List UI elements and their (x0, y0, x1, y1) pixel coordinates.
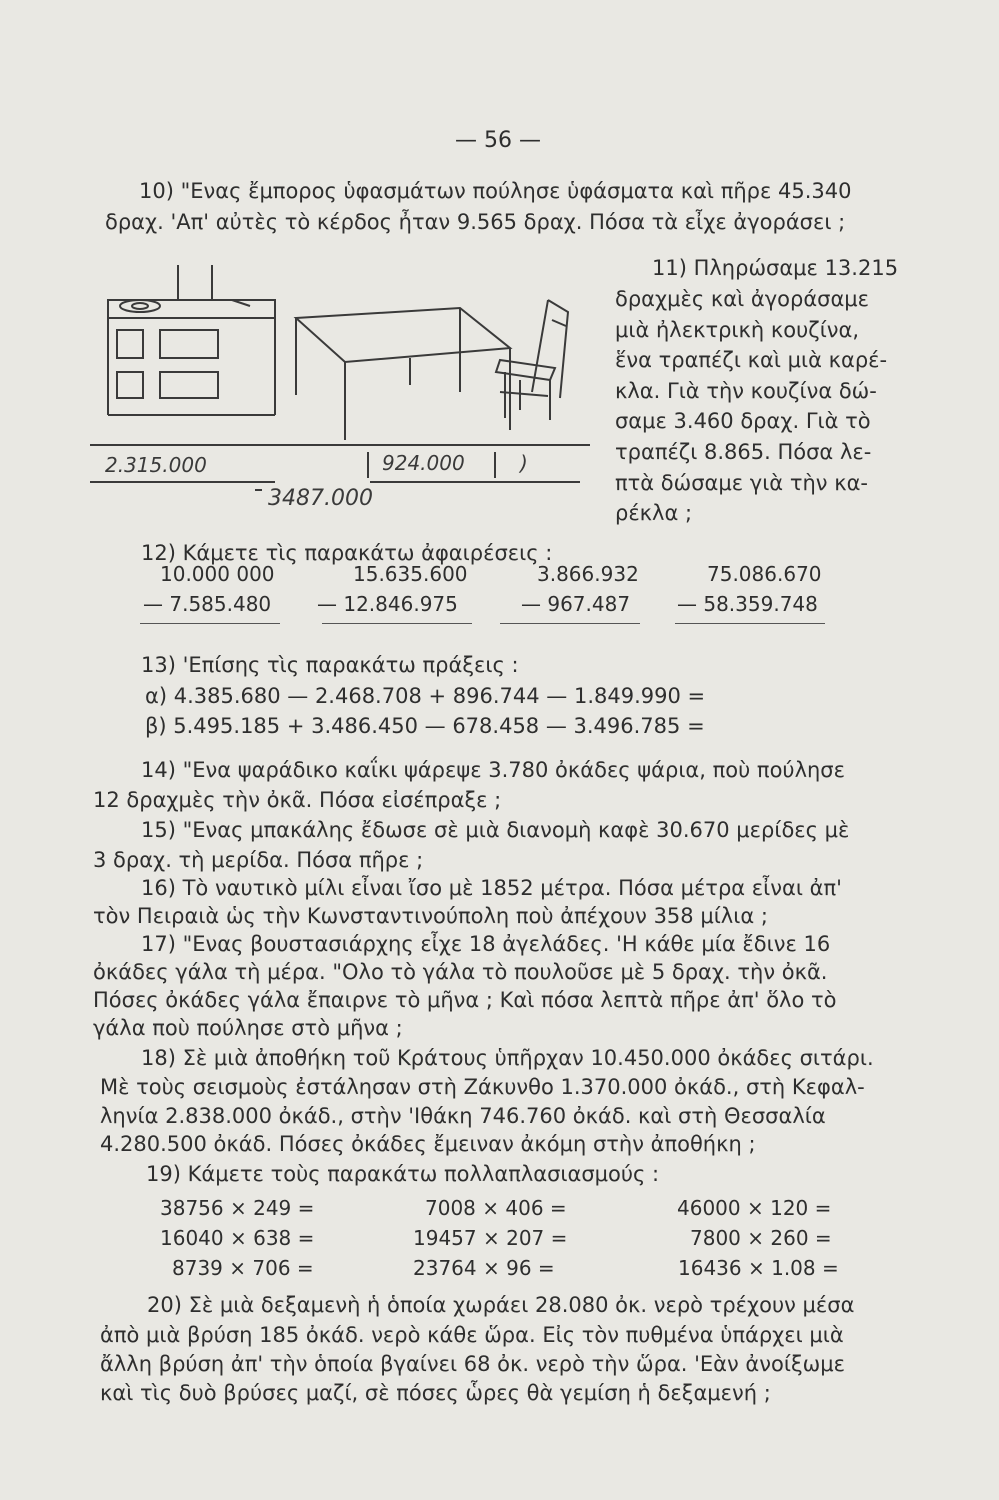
table-drawing (296, 308, 510, 440)
problem-19-title: 19) Κάμετε τοὺς παρακάτω πολλαπλασιασμούς : (146, 1162, 660, 1186)
problem-11-line-8: πτὰ δώσαμε γιὰ τὴν κα- (615, 471, 868, 495)
multiplication-2-2: 19457 × 207 = (413, 1226, 568, 1250)
problem-10-line-2: δραχ. 'Απ' αὐτὲς τὸ κέρδος ἦταν 9.565 δραχ. Πόσα τὰ εἶχε ἀγοράσει ; (105, 210, 846, 234)
subtraction-2-rule (322, 623, 472, 624)
problem-14-line-1: 14) "Ενα ψαράδικο καΐκι ψάρεψε 3.780 ὀκάδες ψάρια, ποὺ πούλησε (141, 758, 845, 782)
problem-11-line-5: κλα. Γιὰ τὴν κουζίνα δώ- (615, 379, 877, 403)
problem-11-line-3: μιὰ ἠλεκτρικὴ κουζίνα, (615, 318, 860, 342)
problem-17-line-3: Πόσες ὀκάδες γάλα ἔπαιρνε τὸ μῆνα ; Καὶ πόσα λεπτὰ πῆρε ἀπ' ὅλο τὸ (93, 988, 837, 1012)
problem-17-line-4: γάλα ποὺ πούλησε στὸ μῆνα ; (93, 1016, 403, 1040)
problem-20-line-2: ἀπὸ μιὰ βρύση 185 ὀκάδ. νερὸ κάθε ὥρα. Εἰς τὸν πυθμένα ὑπάρχει μιὰ (100, 1323, 844, 1347)
subtraction-1-bottom: — 7.585.480 (143, 592, 272, 616)
page-number: — 56 — (455, 128, 541, 153)
problem-13-title: 13) 'Επίσης τὶς παρακάτω πράξεις : (141, 653, 519, 677)
subtraction-4-rule (675, 623, 825, 624)
problem-18-line-2: Μὲ τοὺς σεισμοὺς ἐστάλησαν στὴ Ζάκυνθο 1.370.000 ὀκάδ., στὴ Κεφαλ- (100, 1075, 865, 1099)
problem-14-line-2: 12 δραχμὲς τὴν ὀκᾶ. Πόσα εἰσέπραξε ; (93, 788, 502, 812)
multiplication-2-3: 7800 × 260 = (690, 1226, 832, 1250)
stove-drawing (108, 265, 275, 415)
subtraction-4-top: 75.086.670 (707, 562, 822, 586)
subtraction-3-bottom: — 967.487 (521, 592, 631, 616)
problem-20-line-3: ἄλλη βρύση ἀπ' τὴν ὁποία βγαίνει 68 ὀκ. νερὸ τὴν ὥρα. 'Εὰν ἀνοίξωμε (100, 1352, 845, 1376)
problem-11-line-1: 11) Πληρώσαμε 13.215 (652, 256, 899, 280)
multiplication-1-3: 46000 × 120 = (677, 1196, 832, 1220)
problem-18-line-3: ληνία 2.838.000 ὀκάδ., στὴν 'Ιθάκη 746.760 ὀκάδ. καὶ στὴ Θεσσαλία (100, 1104, 826, 1128)
subtraction-3-rule (500, 623, 640, 624)
problem-15-line-2: 3 δραχ. τὴ μερίδα. Πόσα πῆρε ; (93, 848, 424, 872)
problem-11-line-2: δραχμὲς καὶ ἀγοράσαμε (615, 287, 870, 311)
subtraction-3-top: 3.866.932 (537, 562, 639, 586)
problem-15-line-1: 15) "Ενας μπακάλης ἔδωσε σὲ μιὰ διανομὴ καφὲ 30.670 μερίδες μὲ (141, 818, 850, 842)
problem-11-line-6: σαμε 3.460 δραχ. Γιὰ τὸ (615, 409, 871, 433)
multiplication-3-1: 8739 × 706 = (172, 1256, 314, 1280)
problem-13-b: β) 5.495.185 + 3.486.450 — 678.458 — 3.496.785 = (145, 714, 705, 738)
problem-18-line-4: 4.280.500 ὀκάδ. Πόσες ὀκάδες ἔμειναν ἀκόμη στὴν ἀποθήκη ; (100, 1132, 756, 1156)
problem-10-line-1: 10) "Ενας ἔμπορος ὑφασμάτων πούλησε ὑφάσματα καὶ πῆρε 45.340 (139, 179, 852, 203)
subtraction-2-bottom: — 12.846.975 (317, 592, 458, 616)
multiplication-3-3: 16436 × 1.08 = (678, 1256, 839, 1280)
multiplication-3-2: 23764 × 96 = (413, 1256, 555, 1280)
hand-stove-price: 2.315.000 (105, 453, 207, 477)
problem-12-title: 12) Κάμετε τὶς παρακάτω ἀφαιρέσεις : (141, 541, 553, 565)
subtraction-1-rule (140, 623, 280, 624)
chair-drawing (496, 300, 568, 420)
multiplication-1-1: 38756 × 249 = (160, 1196, 315, 1220)
subtraction-1-top: 10.000 000 (160, 562, 275, 586)
problem-13-a: α) 4.385.680 — 2.468.708 + 896.744 — 1.849.990 = (145, 684, 706, 708)
problem-11-line-9: ρέκλα ; (615, 501, 693, 525)
subtraction-2-top: 15.635.600 (353, 562, 468, 586)
problem-17-line-1: 17) "Ενας βουστασιάρχης εἶχε 18 ἀγελάδες. 'Η κάθε μία ἔδινε 16 (141, 932, 831, 956)
hand-table-price: 924.000 (382, 451, 465, 475)
problem-11-line-7: τραπέζι 8.865. Πόσα λε- (615, 440, 872, 464)
hand-bracket: ) (520, 451, 528, 475)
multiplication-2-1: 16040 × 638 = (160, 1226, 315, 1250)
multiplication-1-2: 7008 × 406 = (425, 1196, 567, 1220)
subtraction-4-bottom: — 58.359.748 (677, 592, 818, 616)
problem-20-line-1: 20) Σὲ μιὰ δεξαμενὴ ἡ ὁποία χωράει 28.080 ὀκ. νερὸ τρέχουν μέσα (147, 1293, 855, 1317)
problem-17-line-2: ὀκάδες γάλα τὴ μέρα. "Ολο τὸ γάλα τὸ πουλοῦσε μὲ 5 δραχ. τὴν ὀκᾶ. (93, 960, 828, 984)
problem-18-line-1: 18) Σὲ μιὰ ἀποθήκη τοῦ Κράτους ὑπῆρχαν 10.450.000 ὀκάδες σιτάρι. (141, 1046, 874, 1070)
problem-16-line-1: 16) Τὸ ναυτικὸ μίλι εἶναι ἴσο μὲ 1852 μέτρα. Πόσα μέτρα εἶναι ἀπ' (141, 876, 842, 900)
problem-20-line-4: καὶ τὶς δυὸ βρύσες μαζί, σὲ πόσες ὧρες θὰ γεμίση ἡ δεξαμενή ; (100, 1381, 771, 1405)
hand-total: 3487.000 (268, 486, 373, 511)
problem-16-line-2: τὸν Πειραιὰ ὡς τὴν Κωνσταντινούπολη ποὺ ἀπέχουν 358 μίλια ; (93, 904, 768, 928)
problem-11-line-4: ἕνα τραπέζι καὶ μιὰ καρέ- (615, 348, 888, 372)
